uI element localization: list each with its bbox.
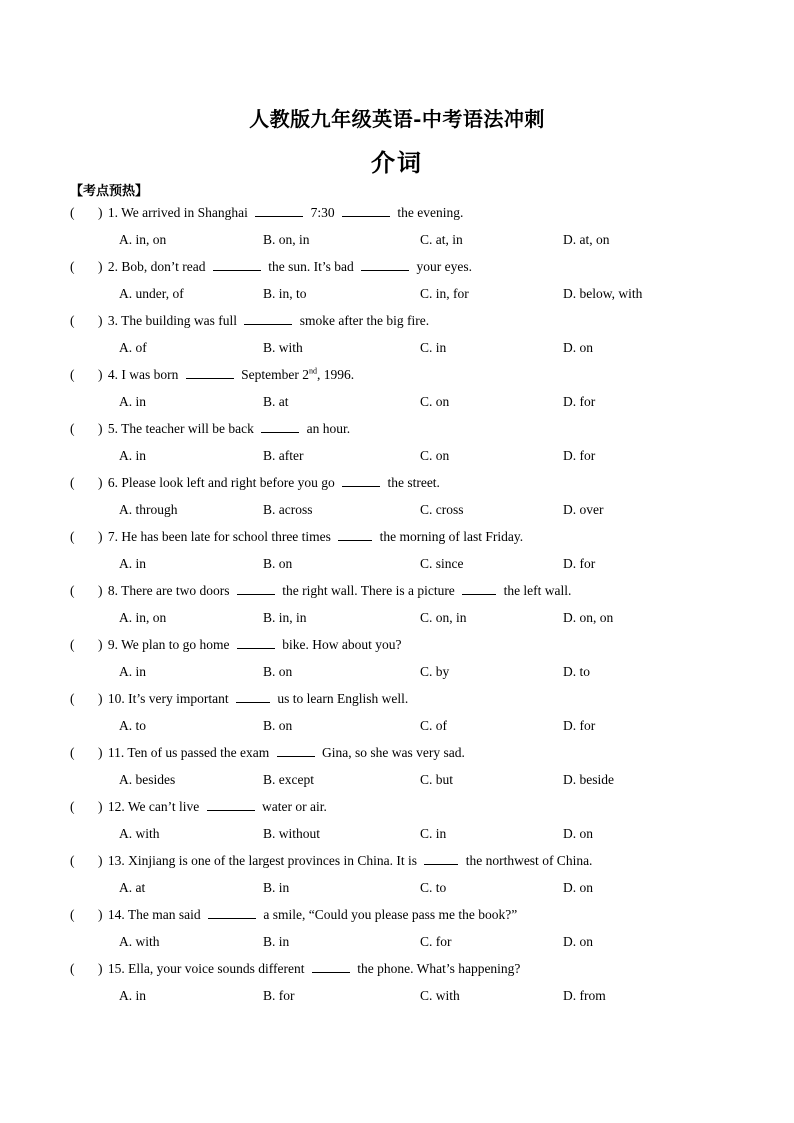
- answer-paren-open: (: [70, 691, 75, 706]
- question-text: the left wall.: [500, 583, 572, 598]
- question-stem: [70, 850, 592, 872]
- answer-paren-open: (: [70, 367, 75, 382]
- question-item: [0, 364, 794, 418]
- answer-option: D. for: [563, 718, 596, 733]
- question-stem: [70, 958, 520, 980]
- question-number: 4.: [104, 367, 122, 382]
- question-text: , 1996.: [316, 367, 355, 382]
- fill-in-blank: [338, 527, 372, 541]
- question-text: the morning of last Friday.: [376, 529, 524, 544]
- question-text: He has been late for school three times: [121, 529, 335, 544]
- question-text: the right wall. There is a picture: [278, 583, 459, 598]
- fill-in-blank: [236, 689, 270, 703]
- question-text: bike. How about you?: [278, 637, 402, 652]
- answer-option: A. through: [119, 502, 178, 517]
- answer-option: A. in, on: [119, 232, 167, 247]
- answer-option: D. on: [563, 340, 593, 355]
- fill-in-blank: [237, 635, 275, 649]
- answer-option: B. across: [263, 502, 313, 517]
- question-text: I was born: [121, 367, 182, 382]
- question-number: 9.: [104, 637, 122, 652]
- question-item: [0, 742, 794, 796]
- fill-in-blank: [312, 959, 350, 973]
- fill-in-blank: [361, 257, 409, 271]
- fill-in-blank: [213, 257, 261, 271]
- question-stem: [70, 364, 354, 386]
- fill-in-blank: [261, 419, 299, 433]
- answer-paren-open: (: [70, 259, 75, 274]
- question-item: [0, 634, 794, 688]
- answer-paren-open: (: [70, 961, 75, 976]
- answer-paren-close: ): [98, 259, 103, 274]
- question-item: [0, 850, 794, 904]
- answer-option: B. at: [263, 394, 289, 409]
- answer-option: D. on: [563, 934, 593, 949]
- question-number: 2.: [104, 259, 122, 274]
- question-number: 12.: [104, 799, 128, 814]
- answer-option: D. on: [563, 826, 593, 841]
- question-item: [0, 904, 794, 958]
- answer-option: D. from: [563, 988, 606, 1003]
- answer-paren-open: (: [70, 475, 75, 490]
- answer-paren-close: ): [98, 799, 103, 814]
- question-text: The man said: [127, 907, 204, 922]
- answer-paren-open: (: [70, 907, 75, 922]
- answer-option: B. in, to: [263, 286, 307, 301]
- answer-option: D. for: [563, 394, 596, 409]
- fill-in-blank: [244, 311, 292, 325]
- fill-in-blank: [462, 581, 496, 595]
- answer-paren-close: ): [98, 745, 103, 760]
- question-stem: [70, 688, 408, 710]
- answer-option: B. in, in: [263, 610, 307, 625]
- answer-option: B. in: [263, 934, 290, 949]
- answer-option: A. at: [119, 880, 146, 895]
- question-item: [0, 688, 794, 742]
- answer-option: C. in: [420, 340, 447, 355]
- question-text: We plan to go home: [121, 637, 233, 652]
- question-text: a smile, “Could you please pass me the book?”: [260, 907, 518, 922]
- answer-option: A. to: [119, 718, 146, 733]
- answer-paren-open: (: [70, 637, 75, 652]
- question-text: Gina, so she was very sad.: [318, 745, 465, 760]
- question-stem: [70, 580, 571, 602]
- question-number: 14.: [104, 907, 128, 922]
- fill-in-blank: [424, 851, 458, 865]
- answer-option: C. but: [420, 772, 454, 787]
- answer-option: B. on, in: [263, 232, 310, 247]
- question-stem: [70, 202, 463, 224]
- answer-option: B. with: [263, 340, 303, 355]
- question-stem: [70, 796, 327, 818]
- answer-paren-open: (: [70, 583, 75, 598]
- question-item: [0, 526, 794, 580]
- answer-option: C. since: [420, 556, 464, 571]
- question-text: the evening.: [394, 205, 464, 220]
- question-text: Please look left and right before you go: [121, 475, 339, 490]
- answer-option: B. after: [263, 448, 304, 463]
- question-text: The teacher will be back: [121, 421, 258, 436]
- question-stem: [70, 904, 517, 926]
- answer-option: D. on: [563, 880, 593, 895]
- answer-option: A. in: [119, 664, 146, 679]
- question-item: [0, 472, 794, 526]
- question-number: 11.: [104, 745, 128, 760]
- answer-paren-close: ): [98, 313, 103, 328]
- answer-option: A. with: [119, 934, 160, 949]
- question-text: water or air.: [258, 799, 327, 814]
- answer-paren-close: ): [98, 691, 103, 706]
- question-text: the northwest of China.: [462, 853, 593, 868]
- question-text: Ella, your voice sounds different: [128, 961, 308, 976]
- answer-paren-close: ): [98, 583, 103, 598]
- answer-paren-close: ): [98, 853, 103, 868]
- answer-paren-close: ): [98, 961, 103, 976]
- question-item: [0, 310, 794, 364]
- answer-option: B. except: [263, 772, 314, 787]
- question-text: There are two doors: [121, 583, 233, 598]
- answer-option: D. beside: [563, 772, 614, 787]
- question-text: It’s very important: [128, 691, 232, 706]
- question-text: September 2: [237, 367, 309, 382]
- answer-option: B. for: [263, 988, 295, 1003]
- answer-option: C. by: [420, 664, 450, 679]
- answer-paren-close: ): [98, 421, 103, 436]
- question-text: We arrived in Shanghai: [121, 205, 252, 220]
- answer-option: D. to: [563, 664, 590, 679]
- answer-option: A. of: [119, 340, 147, 355]
- fill-in-blank: [208, 905, 256, 919]
- question-text: Bob, don’t read: [121, 259, 209, 274]
- fill-in-blank: [277, 743, 315, 757]
- answer-option: C. on: [420, 394, 450, 409]
- question-text: Ten of us passed the exam: [127, 745, 273, 760]
- answer-option: D. for: [563, 556, 596, 571]
- answer-option: A. in: [119, 988, 146, 1003]
- answer-option: C. in: [420, 826, 447, 841]
- answer-option: B. on: [263, 718, 293, 733]
- answer-option: D. over: [563, 502, 604, 517]
- answer-paren-open: (: [70, 313, 75, 328]
- question-number: 7.: [104, 529, 122, 544]
- answer-paren-open: (: [70, 205, 75, 220]
- answer-option: C. for: [420, 934, 452, 949]
- question-text: us to learn English well.: [273, 691, 409, 706]
- question-text: smoke after the big fire.: [296, 313, 430, 328]
- answer-paren-open: (: [70, 421, 75, 436]
- ordinal-suffix: nd: [308, 366, 317, 376]
- answer-paren-close: ): [98, 907, 103, 922]
- answer-option: C. on, in: [420, 610, 467, 625]
- answer-paren-close: ): [98, 367, 103, 382]
- fill-in-blank: [255, 203, 303, 217]
- question-text: We can’t live: [127, 799, 203, 814]
- fill-in-blank: [237, 581, 275, 595]
- question-number: 3.: [104, 313, 122, 328]
- question-stem: [70, 742, 465, 764]
- question-number: 1.: [104, 205, 122, 220]
- question-item: [0, 256, 794, 310]
- question-stem: [70, 418, 350, 440]
- question-text: 7:30: [307, 205, 339, 220]
- fill-in-blank: [207, 797, 255, 811]
- question-text: an hour.: [303, 421, 351, 436]
- question-item: [0, 958, 794, 1012]
- answer-option: C. of: [420, 718, 447, 733]
- question-stem: [70, 526, 523, 548]
- answer-option: A. in: [119, 394, 146, 409]
- question-item: [0, 580, 794, 634]
- answer-option: A. under, of: [119, 286, 184, 301]
- question-stem: [70, 472, 440, 494]
- answer-paren-open: (: [70, 745, 75, 760]
- question-item: [0, 418, 794, 472]
- question-text: the sun. It’s bad: [264, 259, 358, 274]
- answer-paren-open: (: [70, 529, 75, 544]
- answer-option: D. at, on: [563, 232, 610, 247]
- answer-option: B. on: [263, 556, 293, 571]
- answer-option: D. on, on: [563, 610, 614, 625]
- fill-in-blank: [342, 473, 380, 487]
- answer-option: A. with: [119, 826, 160, 841]
- section-heading: 【考点预热】: [70, 184, 149, 199]
- answer-option: A. in: [119, 556, 146, 571]
- answer-option: D. for: [563, 448, 596, 463]
- question-text: the street.: [384, 475, 440, 490]
- document-title: 人教版九年级英语-中考语法冲刺: [249, 107, 545, 131]
- question-number: 10.: [104, 691, 129, 706]
- question-text: your eyes.: [413, 259, 472, 274]
- answer-option: A. in: [119, 448, 146, 463]
- question-number: 6.: [104, 475, 122, 490]
- answer-paren-open: (: [70, 799, 75, 814]
- fill-in-blank: [186, 365, 234, 379]
- question-number: 15.: [104, 961, 129, 976]
- answer-option: C. to: [420, 880, 447, 895]
- question-item: [0, 796, 794, 850]
- question-number: 8.: [104, 583, 122, 598]
- answer-paren-close: ): [98, 637, 103, 652]
- question-text: Xinjiang is one of the largest provinces in China. It is: [128, 853, 421, 868]
- question-text: the phone. What’s happening?: [353, 961, 521, 976]
- answer-paren-open: (: [70, 853, 75, 868]
- answer-paren-close: ): [98, 529, 103, 544]
- answer-option: B. without: [263, 826, 321, 841]
- answer-option: C. cross: [420, 502, 464, 517]
- answer-option: B. in: [263, 880, 290, 895]
- answer-option: C. at, in: [420, 232, 463, 247]
- fill-in-blank: [342, 203, 390, 217]
- question-stem: [70, 310, 429, 332]
- answer-option: C. on: [420, 448, 450, 463]
- question-text: The building was full: [121, 313, 241, 328]
- answer-option: C. in, for: [420, 286, 469, 301]
- question-stem: [70, 256, 472, 278]
- answer-option: A. besides: [119, 772, 176, 787]
- document-subtitle: 介词: [371, 148, 423, 177]
- answer-option: D. below, with: [563, 286, 643, 301]
- answer-option: A. in, on: [119, 610, 167, 625]
- question-number: 13.: [104, 853, 129, 868]
- answer-paren-close: ): [98, 475, 103, 490]
- question-stem: [70, 634, 402, 656]
- question-item: [0, 202, 794, 256]
- answer-paren-close: ): [98, 205, 103, 220]
- question-number: 5.: [104, 421, 122, 436]
- answer-option: B. on: [263, 664, 293, 679]
- answer-option: C. with: [420, 988, 460, 1003]
